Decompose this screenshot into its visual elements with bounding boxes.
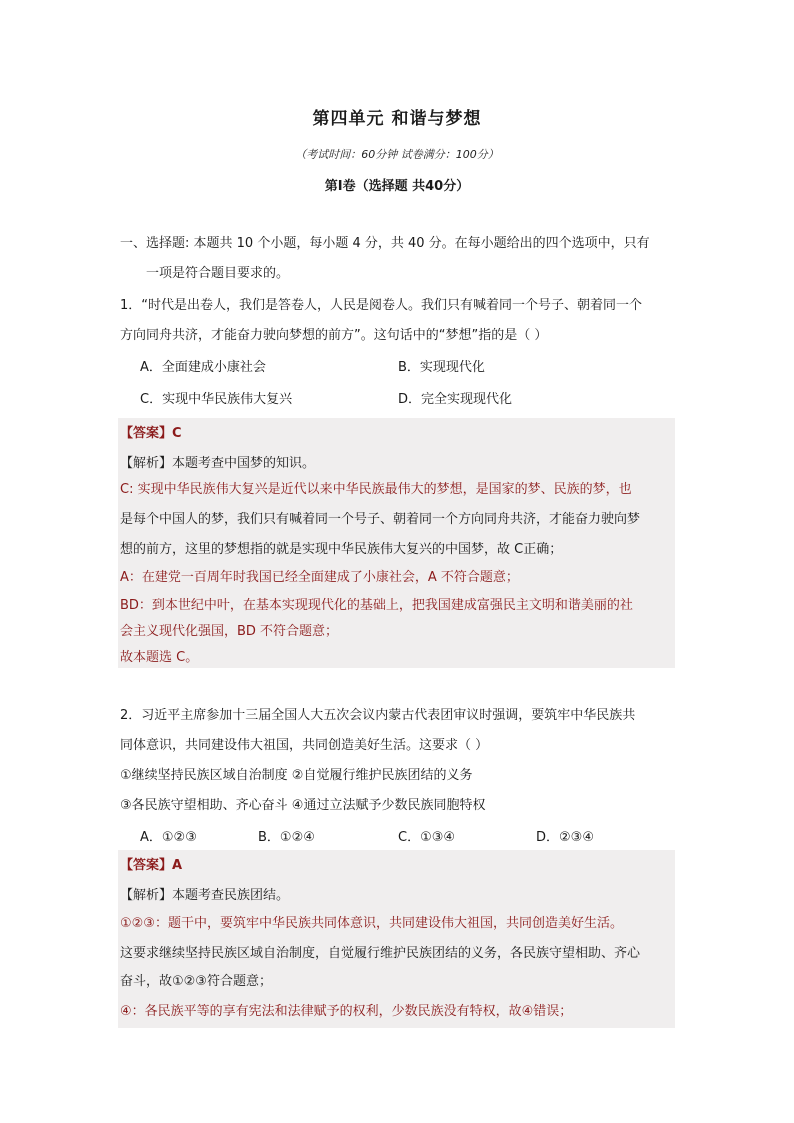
q1-option-d: D．完全实现现代化 bbox=[398, 392, 513, 407]
q1-stem-line-2: 方向同舟共济，才能奋力驶向梦想的前方”。这句话中的“梦想”指的是（ ） bbox=[120, 328, 548, 343]
q1-option-c: C．实现中华民族伟大复兴 bbox=[140, 392, 293, 407]
q1-explanation-6: 会主义现代化强国，BD 不符合题意； bbox=[120, 624, 339, 639]
q1-answer: 【答案】C bbox=[120, 426, 182, 441]
q2-explanation-1: ①②③：题干中，要筑牢中华民族共同体意识，共同建设伟大祖国，共同创造美好生活。 bbox=[120, 916, 623, 931]
q2-statements-1-2: ①继续坚持民族区域自治制度 ②自觉履行维护民族团结的义务 bbox=[120, 768, 473, 783]
q2-option-a: A．①②③ bbox=[140, 830, 197, 845]
q1-analysis-heading: 【解析】本题考查中国梦的知识。 bbox=[120, 456, 316, 471]
q2-stem-line-1: 2．习近平主席参加十三届全国人大五次会议内蒙古代表团审议时强调，要筑牢中华民族共 bbox=[120, 708, 636, 723]
q1-explanation-2: 是每个中国人的梦，我们只有喊着同一个号子、朝着同一个方向同舟共济，才能奋力驶向梦 bbox=[120, 512, 641, 527]
q1-option-a: A．全面建成小康社会 bbox=[140, 360, 266, 375]
q1-explanation-3: 想的前方，这里的梦想指的就是实现中华民族伟大复兴的中国梦，故 C正确； bbox=[120, 542, 563, 557]
q2-analysis-heading: 【解析】本题考查民族团结。 bbox=[120, 888, 290, 903]
q1-explanation-4: A：在建党一百周年时我国已经全面建成了小康社会，A 不符合题意； bbox=[120, 570, 519, 585]
instructions-line-2: 一项是符合题目要求的。 bbox=[146, 266, 290, 281]
q2-statements-3-4: ③各民族守望相助、齐心奋斗 ④通过立法赋予少数民族同胞特权 bbox=[120, 798, 486, 813]
q2-answer: 【答案】A bbox=[120, 858, 183, 873]
q1-stem-line-1: 1．“时代是出卷人，我们是答卷人，人民是阅卷人。我们只有喊着同一个号子、朝着同一个 bbox=[120, 298, 643, 313]
q2-stem-line-2: 同体意识，共同建设伟大祖国，共同创造美好生活。这要求（ ） bbox=[120, 738, 489, 753]
q1-explanation-5: BD：到本世纪中叶，在基本实现现代化的基础上，把我国建成富强民主文明和谐美丽的社 bbox=[120, 598, 633, 613]
exam-info: （考试时间：60分钟 试卷满分：100分） bbox=[295, 148, 499, 161]
q2-explanation-3: 奋斗，故①②③符合题意； bbox=[120, 974, 272, 989]
q2-option-d: D．②③④ bbox=[536, 830, 594, 845]
q2-explanation-2: 这要求继续坚持民族区域自治制度，自觉履行维护民族团结的义务，各民族守望相助、齐心 bbox=[120, 946, 641, 961]
q2-explanation-4: ④：各民族平等的享有宪法和法律赋予的权利，少数民族没有特权，故④错误； bbox=[120, 1004, 573, 1019]
section-title: 第Ⅰ卷（选择题 共40分） bbox=[324, 179, 470, 194]
q2-option-b: B．①②④ bbox=[258, 830, 315, 845]
q1-option-b: B．实现现代化 bbox=[398, 360, 485, 375]
q2-option-c: C．①③④ bbox=[398, 830, 456, 845]
page-title: 第四单元 和谐与梦想 bbox=[312, 109, 482, 129]
instructions-line-1: 一、选择题: 本题共 10 个小题，每小题 4 分，共 40 分。在每小题给出的四个选项中，只有 bbox=[120, 236, 650, 251]
q1-explanation-1: C: 实现中华民族伟大复兴是近代以来中华民族最伟大的梦想，是国家的梦、民族的梦，也 bbox=[120, 482, 632, 497]
q1-conclusion: 故本题选 C。 bbox=[120, 650, 199, 665]
